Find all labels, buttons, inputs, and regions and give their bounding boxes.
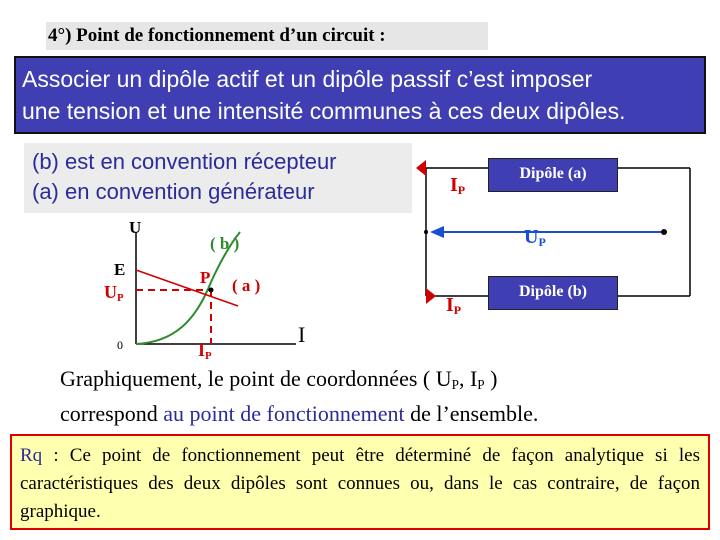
conclusion-highlight: au point de fonctionnement bbox=[163, 401, 405, 426]
ip-graph-label bbox=[198, 340, 212, 362]
ip-graph-main: I bbox=[198, 340, 206, 360]
up-graph-main: U bbox=[104, 282, 117, 302]
ip-bottom-label bbox=[446, 294, 461, 318]
bottom-current-arrow-icon bbox=[426, 288, 436, 304]
ip-bottom-sub: P bbox=[453, 303, 462, 317]
i-axis-label: I bbox=[298, 322, 306, 347]
up-circuit-main: U bbox=[524, 226, 539, 248]
slide-title: 4°) Point de fonctionnement d’un circuit : bbox=[46, 22, 488, 50]
up-graph-sub: P bbox=[117, 292, 124, 304]
conclusion-sub-2: P bbox=[477, 377, 485, 392]
up-circuit-label bbox=[524, 226, 546, 250]
convention-line-1: (b) est en convention récepteur bbox=[32, 149, 337, 174]
voltage-arrow-icon bbox=[430, 226, 444, 238]
convention-line-2: (a) en convention générateur bbox=[32, 179, 315, 204]
terminal-dot-left bbox=[424, 230, 428, 234]
operating-point bbox=[209, 288, 214, 293]
ip-bottom-main: I bbox=[446, 294, 454, 316]
conclusion-part-1: Graphiquement, le point de coordonnées ( U bbox=[60, 366, 452, 391]
e-label: E bbox=[114, 260, 126, 279]
remark-text: : Ce point de fonctionnement peut être déterminé de façon analytique si les caractéristiques des deux dipôles sont connues ou, dans le cas contraire, de façon graphique. bbox=[20, 445, 700, 522]
conclusion-part-5: de l’ensemble. bbox=[404, 401, 539, 426]
banner-line-1: Associer un dipôle actif et un dipôle passif c’est imposer bbox=[22, 66, 593, 92]
up-circuit-sub: P bbox=[538, 235, 546, 249]
top-current-arrow-icon bbox=[416, 160, 426, 176]
conclusion-sub-1: P bbox=[451, 377, 459, 392]
conclusion-text bbox=[60, 364, 710, 428]
ip-graph-sub: P bbox=[205, 350, 212, 362]
dipole-a-box: Dipôle (a) bbox=[488, 158, 618, 192]
conclusion-part-4: correspond bbox=[60, 401, 164, 426]
conclusion-part-3: ) bbox=[490, 366, 498, 391]
banner-line-2: une tension et une intensité communes à ces deux dipôles. bbox=[22, 98, 626, 124]
terminal-dot-right bbox=[661, 229, 667, 235]
ip-top-sub: P bbox=[457, 183, 466, 197]
dipole-b-box: Dipôle (b) bbox=[488, 276, 618, 310]
curve-a bbox=[136, 270, 238, 306]
remark-box bbox=[10, 434, 710, 530]
point-label: P bbox=[200, 268, 211, 287]
ip-top-label bbox=[450, 174, 465, 198]
up-graph-label bbox=[104, 282, 124, 304]
conclusion-part-2: , I bbox=[458, 366, 478, 391]
u-axis-label: U bbox=[129, 218, 142, 237]
remark-tag: Rq bbox=[20, 445, 43, 466]
curve-a-label: ( a ) bbox=[232, 276, 261, 295]
curve-b-label: ( b ) bbox=[210, 234, 240, 253]
ip-top-main: I bbox=[450, 174, 458, 196]
origin-label: 0 bbox=[117, 338, 123, 352]
